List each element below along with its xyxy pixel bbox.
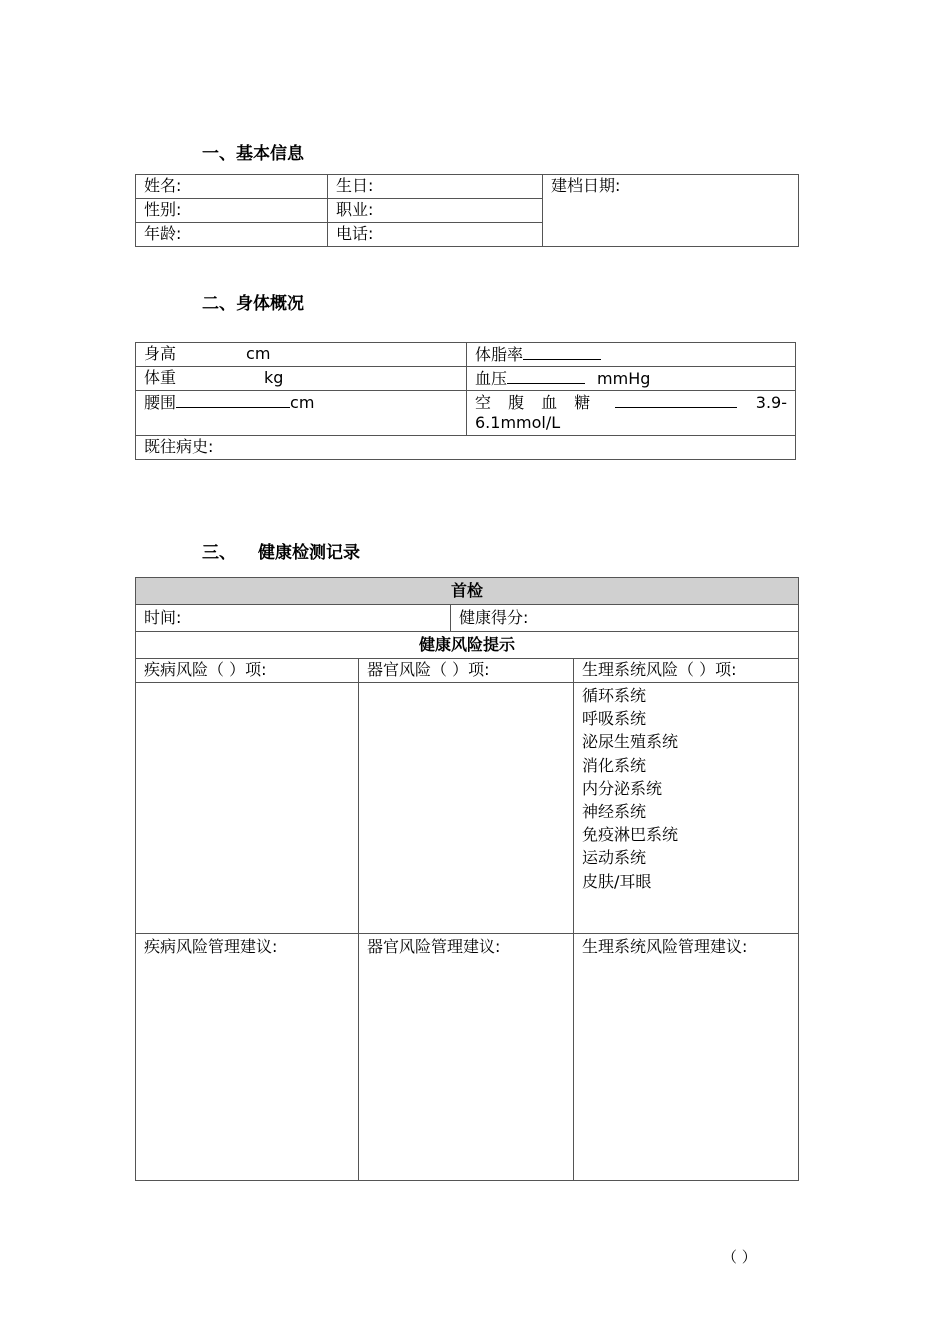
filing-date-field[interactable]: 建档日期: <box>543 175 799 247</box>
age-field[interactable]: 年龄: <box>136 223 328 247</box>
system-item: 循环系统 <box>582 686 647 705</box>
section-heading-basic-info: 一、基本信息 <box>202 144 304 164</box>
fasting-glucose-label: 空 腹 血 糖 <box>475 393 597 412</box>
bp-unit: mmHg <box>597 369 651 388</box>
medical-history-field[interactable]: 既往病史: <box>136 436 796 460</box>
height-field[interactable] <box>136 343 467 367</box>
organ-risk-content[interactable] <box>359 683 574 934</box>
system-item: 泌尿生殖系统 <box>582 732 679 752</box>
bp-blank[interactable] <box>507 367 585 384</box>
waist-label: 腰围 <box>144 393 177 412</box>
waist-unit: cm <box>290 393 315 412</box>
section-heading-body-overview: 二、身体概况 <box>202 294 304 314</box>
body-overview-table <box>135 342 796 460</box>
bodyfat-field[interactable] <box>467 343 796 367</box>
health-check-table <box>135 577 799 1181</box>
section-heading-health-check <box>202 538 360 563</box>
page-marker: （ ） <box>722 1248 757 1266</box>
disease-risk-header: 疾病风险（ ）项: <box>136 659 359 683</box>
birthday-field[interactable]: 生日: <box>328 175 543 199</box>
system-item: 神经系统 <box>582 802 647 822</box>
system-item: 皮肤/耳眼 <box>582 871 652 891</box>
organ-advice-field[interactable]: 器官风险管理建议: <box>359 934 574 1181</box>
waist-blank[interactable] <box>176 391 290 408</box>
health-score-field[interactable]: 健康得分: <box>451 605 799 632</box>
weight-unit: kg <box>264 368 284 387</box>
name-field[interactable]: 姓名: <box>136 175 328 199</box>
bodyfat-blank[interactable] <box>523 343 601 360</box>
check-time-field[interactable]: 时间: <box>136 605 451 632</box>
system-item: 呼吸系统 <box>582 709 647 729</box>
system-risk-list <box>574 683 799 934</box>
basic-info-table <box>135 174 799 247</box>
section-title: 健康检测记录 <box>258 543 360 563</box>
height-unit: cm <box>246 344 271 363</box>
section-number: 三、 <box>202 543 236 563</box>
organ-risk-header: 器官风险（ ）项: <box>359 659 574 683</box>
bp-label: 血压 <box>475 369 508 388</box>
system-item: 内分泌系统 <box>582 778 663 798</box>
gender-field[interactable]: 性别: <box>136 199 328 223</box>
weight-label: 体重 <box>144 368 177 387</box>
phone-field[interactable]: 电话: <box>328 223 543 247</box>
fasting-glucose-field[interactable] <box>467 391 796 436</box>
disease-advice-field[interactable]: 疾病风险管理建议: <box>136 934 359 1181</box>
risk-prompt-header: 健康风险提示 <box>136 632 799 659</box>
height-label: 身高 <box>144 344 177 363</box>
waist-field[interactable] <box>136 391 467 436</box>
fasting-glucose-range-a: 3.9- <box>755 393 787 412</box>
system-item: 运动系统 <box>582 848 647 868</box>
weight-field[interactable] <box>136 367 467 391</box>
fasting-glucose-blank[interactable] <box>615 391 737 408</box>
system-risk-header: 生理系统风险（ ）项: <box>574 659 799 683</box>
system-advice-field[interactable]: 生理系统风险管理建议: <box>574 934 799 1181</box>
fasting-glucose-range-b: 6.1mmol/L <box>475 413 561 432</box>
bodyfat-label: 体脂率 <box>475 345 524 364</box>
bp-field[interactable] <box>467 367 796 391</box>
disease-risk-content[interactable] <box>136 683 359 934</box>
system-item: 免疫淋巴系统 <box>582 825 679 845</box>
system-item: 消化系统 <box>582 755 647 775</box>
first-check-header: 首检 <box>136 578 799 605</box>
occupation-field[interactable]: 职业: <box>328 199 543 223</box>
